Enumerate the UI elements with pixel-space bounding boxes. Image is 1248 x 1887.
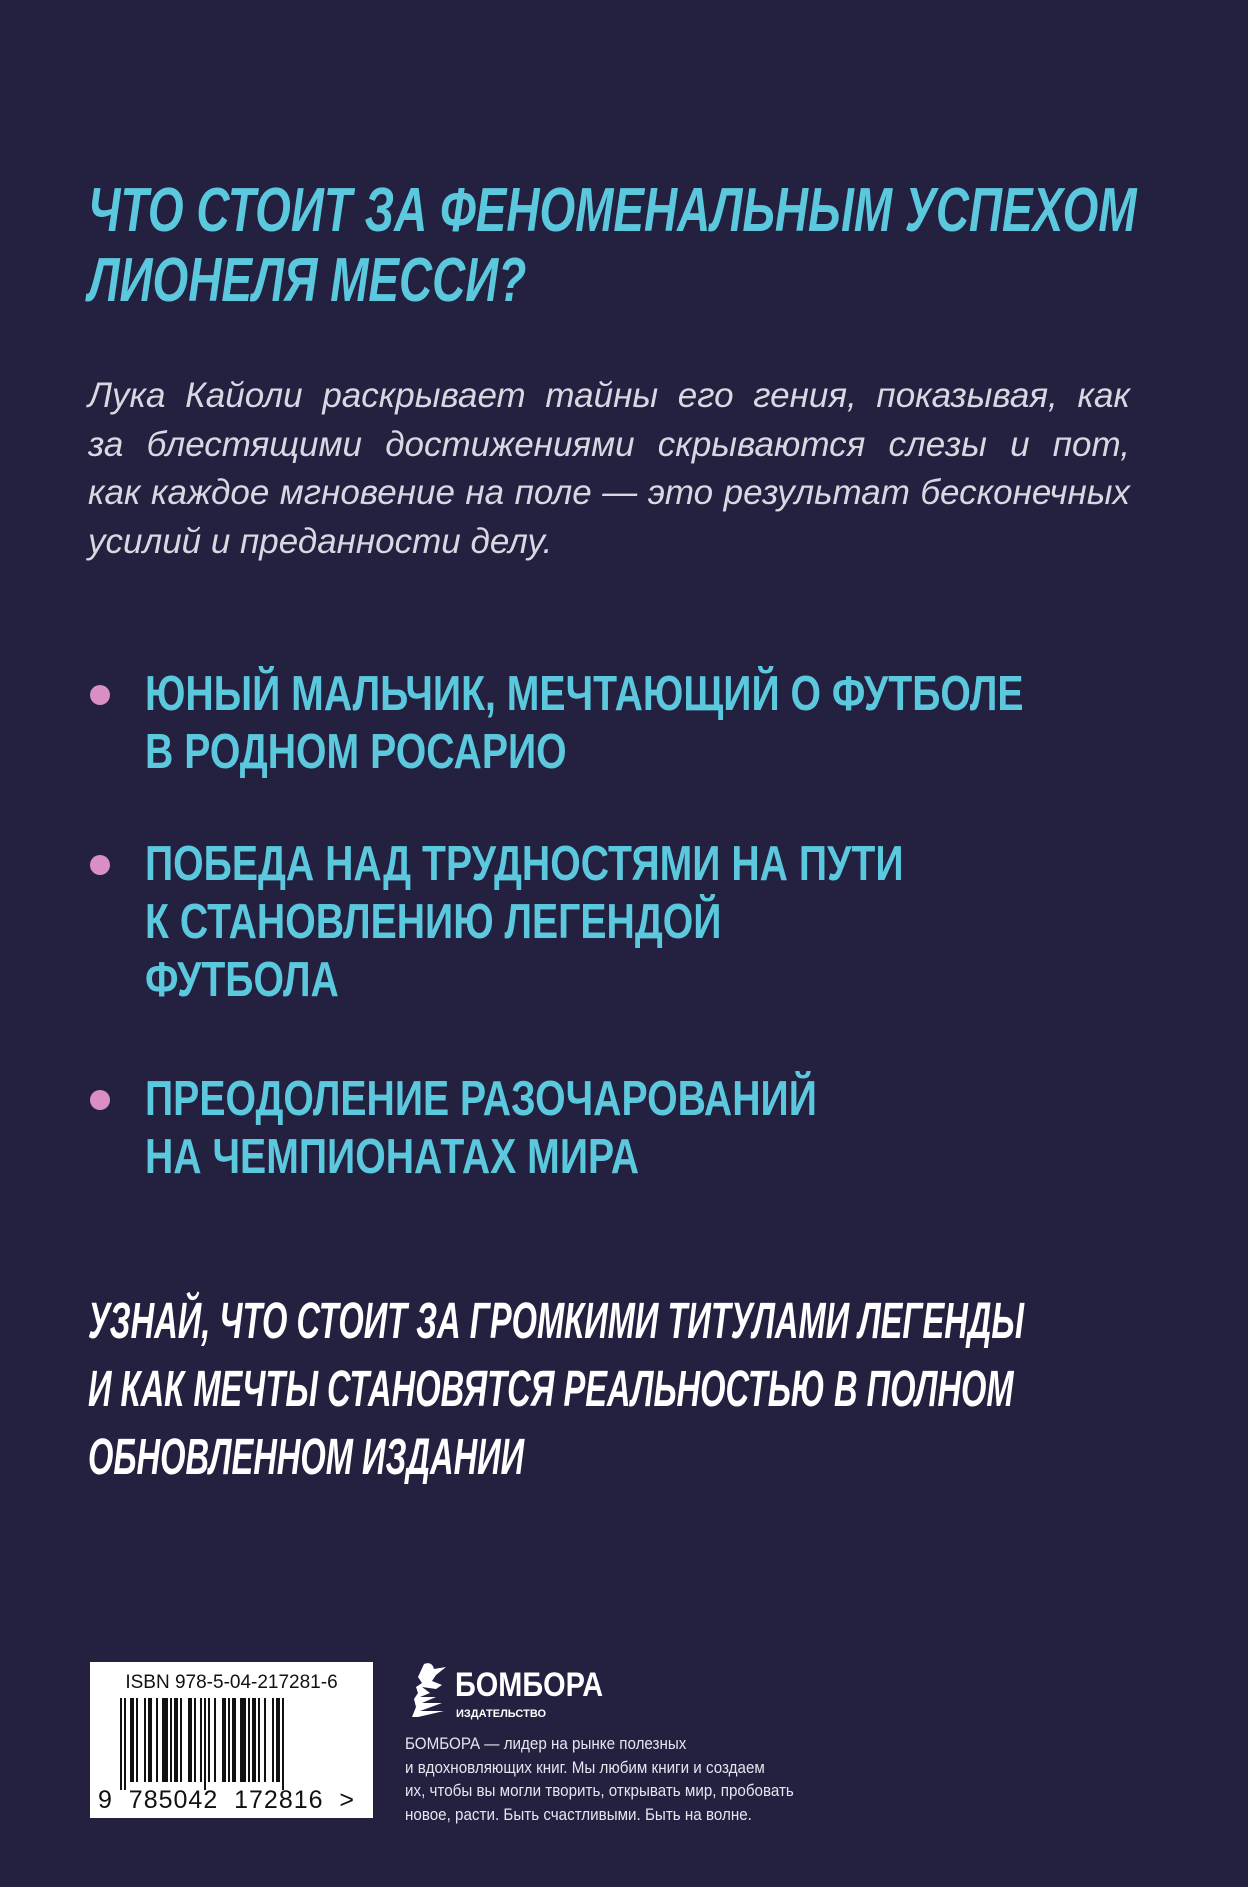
isbn-label: ISBN 978-5-04-217281-6	[125, 1672, 338, 1693]
barcode-bar	[200, 1698, 202, 1782]
barcode-bar	[162, 1698, 168, 1782]
barcode-bar	[144, 1698, 146, 1782]
barcode-bar	[240, 1698, 246, 1782]
about-line: БОМБОРА — лидер на рынке полезных	[405, 1735, 687, 1753]
barcode-bar	[120, 1698, 122, 1790]
barcode-bar	[180, 1698, 182, 1782]
publisher-subtitle: ИЗДАТЕЛЬСТВО	[456, 1708, 547, 1720]
closing-line: И КАК МЕЧТЫ СТАНОВЯТСЯ РЕАЛЬНОСТЬЮ В ПОЛНОМ	[88, 1360, 1014, 1417]
barcode-bar	[208, 1698, 210, 1782]
bullet-line: ПОБЕДА НАД ТРУДНОСТЯМИ НА ПУТИ	[145, 837, 904, 891]
about-line: новое, расти. Быть счастливыми. Быть на волне.	[405, 1805, 752, 1824]
closing-line: УЗНАЙ, ЧТО СТОИТ ЗА ГРОМКИМИ ТИТУЛАМИ ЛЕГЕНДЫ	[88, 1292, 1024, 1349]
barcode-bar	[148, 1698, 152, 1782]
about-line: и вдохновляющих книг. Мы любим книги и создаем	[405, 1758, 765, 1777]
headline	[88, 176, 1248, 316]
barcode-bar	[174, 1698, 178, 1782]
headline-line: ЛИОНЕЛЯ МЕССИ?	[88, 246, 527, 315]
intro-line: за блестящими достижениями скрываются слезы и пот,	[88, 424, 1130, 464]
barcode-bar	[272, 1698, 274, 1782]
bullet-line: К СТАНОВЛЕНИЮ ЛЕГЕНДОЙ	[145, 895, 722, 949]
barcode-bar	[232, 1698, 236, 1782]
barcode-bar	[188, 1698, 192, 1782]
barcode-bar	[194, 1698, 196, 1782]
barcode-bar	[276, 1698, 280, 1782]
barcode-bar	[204, 1698, 206, 1790]
barcode-bar	[264, 1698, 266, 1782]
barcode-icon	[120, 1698, 345, 1790]
bullet-dot-icon	[90, 1090, 110, 1110]
barcode-bar	[258, 1698, 260, 1782]
intro-line: как каждое мгновение на поле — это результат бесконечных	[88, 473, 1130, 512]
publisher-name: БОМБОРА	[455, 1666, 604, 1704]
closing-statement	[88, 1287, 1248, 1491]
barcode-bar	[282, 1698, 284, 1790]
bullet-dot-icon	[90, 855, 110, 875]
barcode-bar	[222, 1698, 226, 1782]
intro-paragraph	[88, 372, 1130, 566]
barcode-bar	[214, 1698, 216, 1782]
barcode-bar	[156, 1698, 158, 1782]
barcode-bar	[248, 1698, 250, 1782]
headline-line: ЧТО СТОИТ ЗА ФЕНОМЕНАЛЬНЫМ УСПЕХОМ	[88, 176, 1137, 245]
barcode-bar	[136, 1698, 138, 1782]
bullet-line: В РОДНОМ РОСАРИО	[145, 725, 567, 779]
about-line: их, чтобы вы могли творить, открывать мир, пробовать	[405, 1782, 794, 1800]
intro-line: усилий и преданности делу.	[88, 521, 553, 561]
bullet-line: ФУТБОЛА	[145, 953, 339, 1007]
bullet-dot-icon	[90, 685, 110, 705]
barcode-bar	[124, 1698, 126, 1790]
closing-line: ОБНОВЛЕННОМ ИЗДАНИИ	[88, 1428, 525, 1485]
barcode-bar	[252, 1698, 256, 1782]
barcode-bar	[228, 1698, 230, 1782]
intro-line: Лука Кайоли раскрывает тайны его гения, показывая, как	[88, 376, 1130, 415]
barcode-digits: 9 785042 172816 >	[98, 1786, 356, 1814]
bullet-line: ЮНЫЙ МАЛЬЧИК, МЕЧТАЮЩИЙ О ФУТБОЛЕ	[145, 667, 1024, 721]
publisher-about	[405, 1733, 828, 1827]
bullet-line: НА ЧЕМПИОНАТАХ МИРА	[145, 1130, 640, 1184]
barcode-box	[90, 1662, 373, 1818]
bullet-line: ПРЕОДОЛЕНИЕ РАЗОЧАРОВАНИЙ	[145, 1072, 817, 1126]
barcode-bar	[130, 1698, 134, 1782]
barcode-bar	[170, 1698, 172, 1782]
